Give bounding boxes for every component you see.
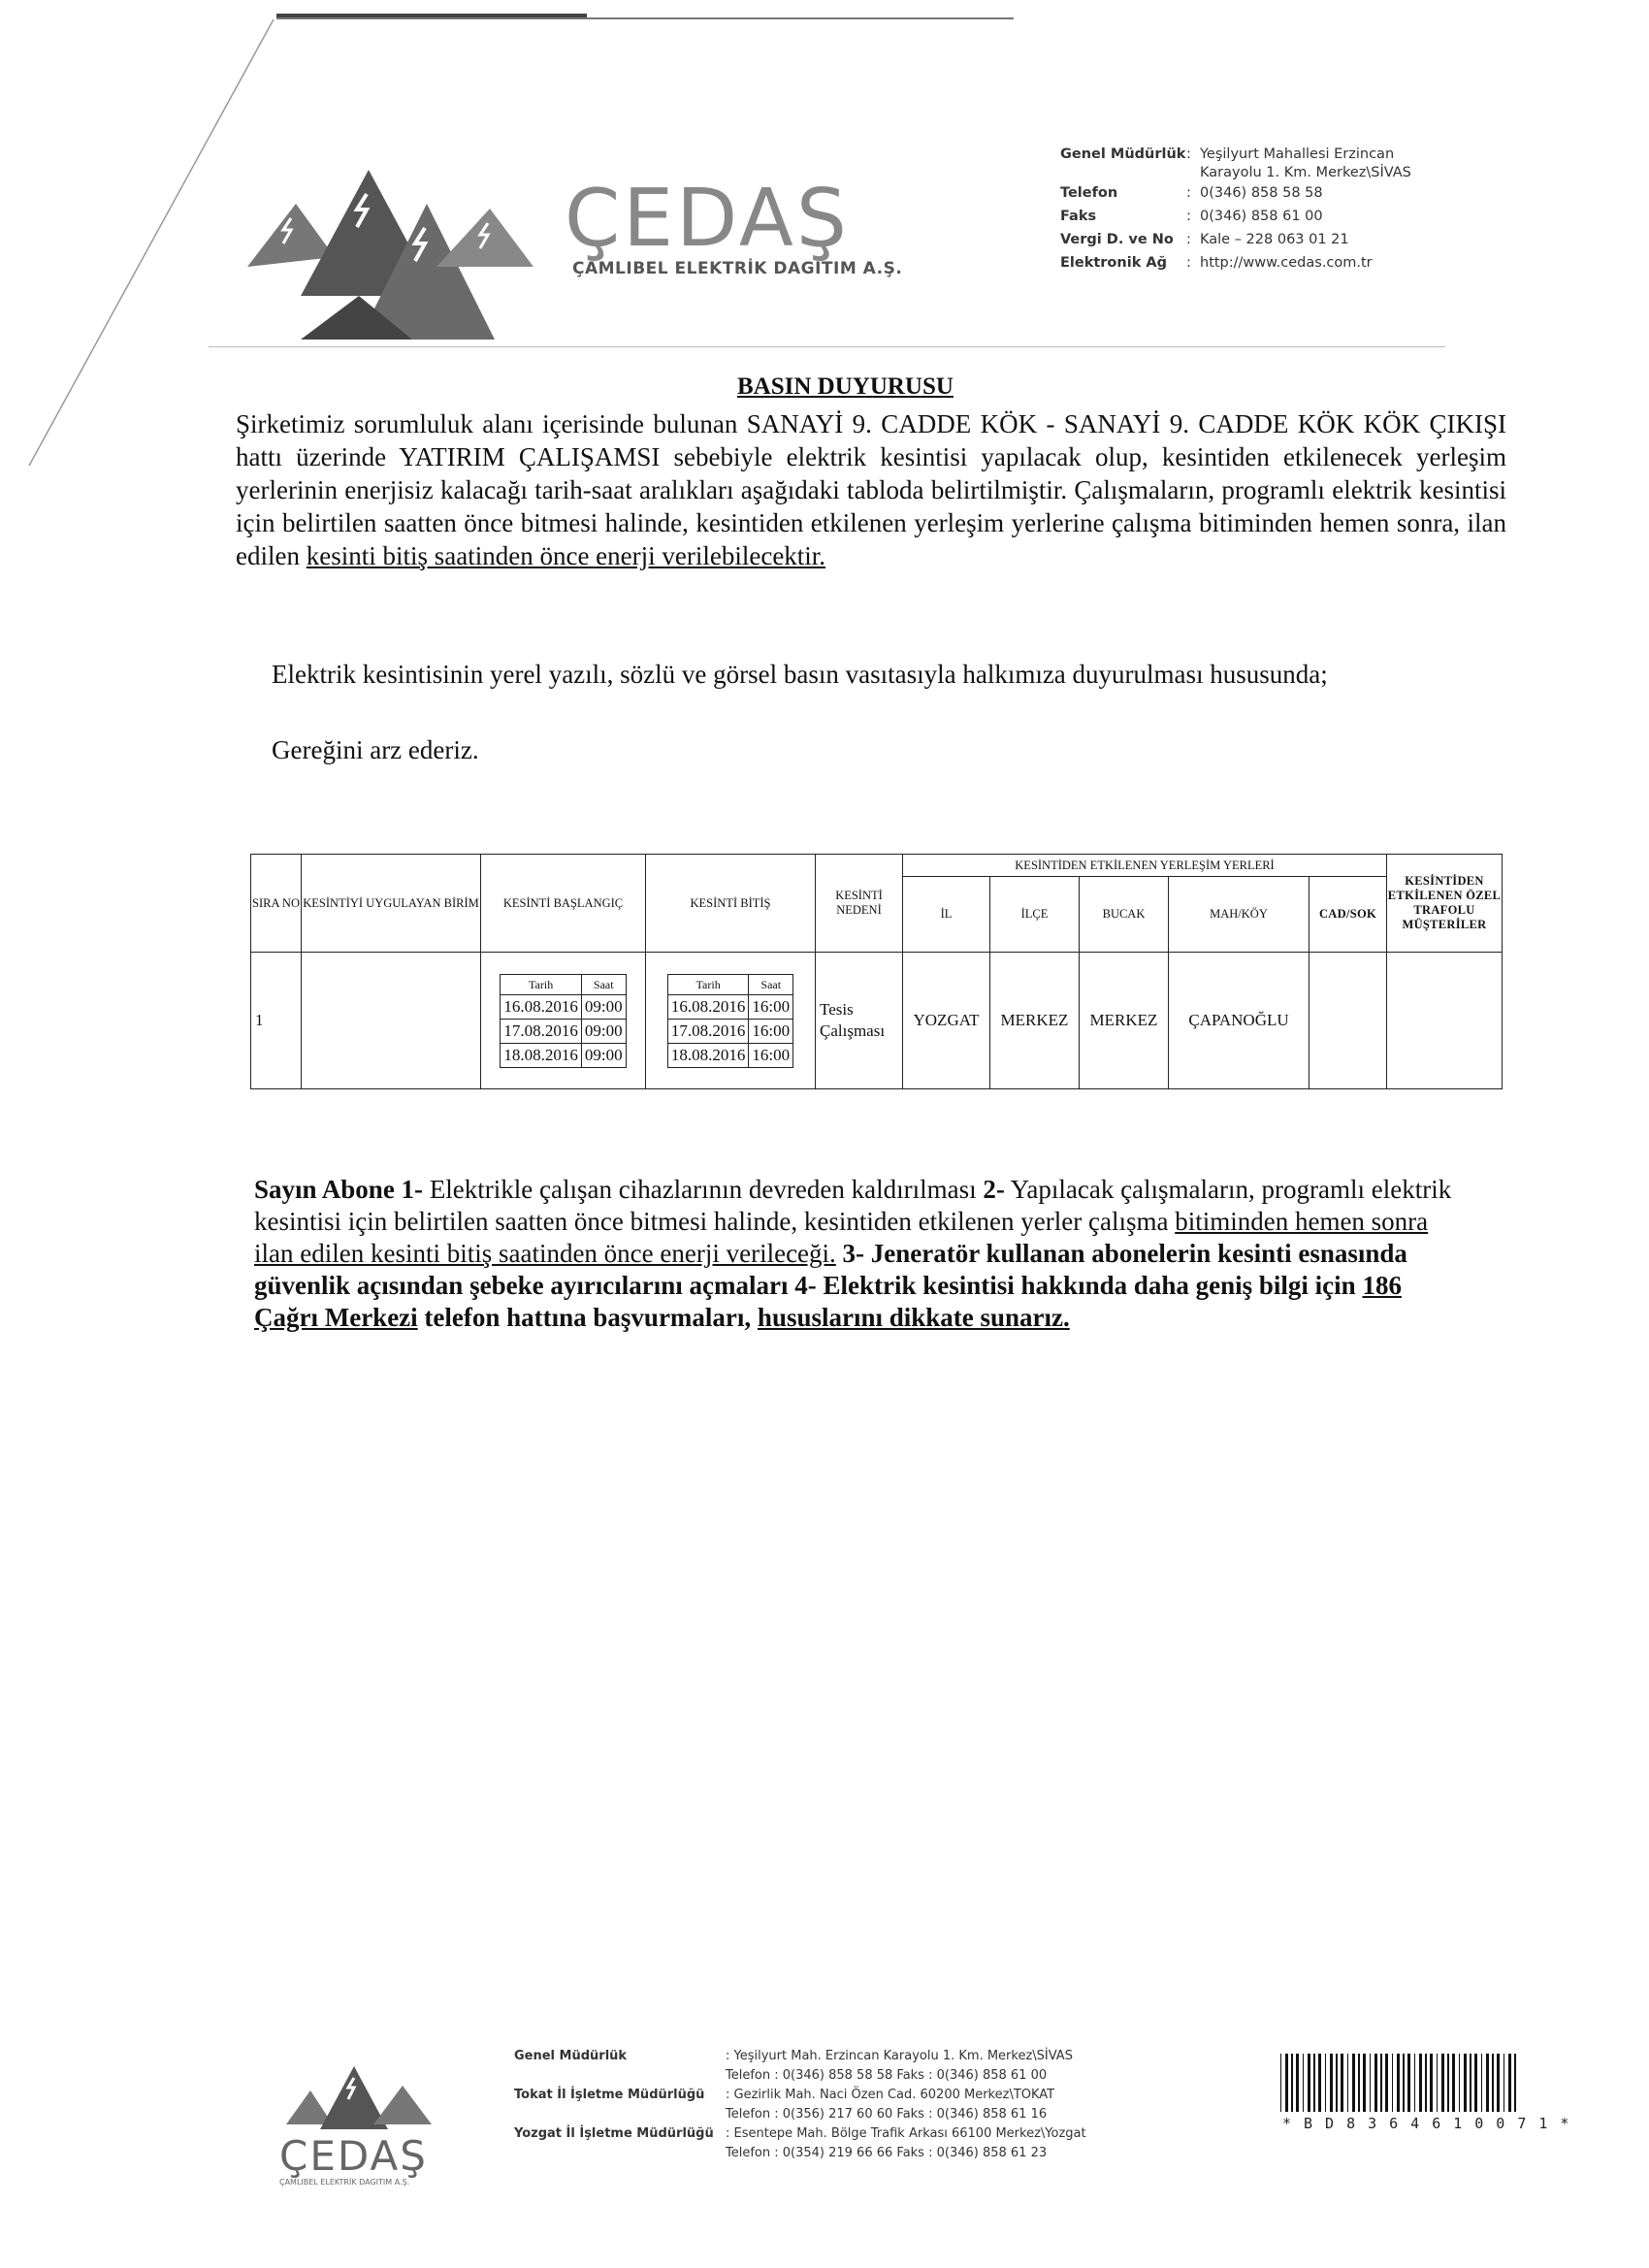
contact-label: Genel Müdürlük [1060,146,1186,162]
contact-label: Elektronik Ağ [1060,255,1167,271]
end-date: 16.08.2016 [667,994,749,1019]
spacer [514,2144,726,2163]
notice-text: Yapılacak çalışmaların, programlı elektrik kesintisi için belirtilen saatten önce bitmesi halinde, kesintiden etkilenen yerler çalışma [254,1175,1452,1236]
contact-value: Kale – 228 063 01 21 [1200,232,1349,247]
brand-subtitle: ÇAMLIBEL ELEKTRİK DAGITIM A.Ş. [572,259,903,278]
cell-ozel [1387,953,1503,1089]
contact-value: 0(346) 858 58 58 [1200,185,1323,201]
cell-neden [816,953,903,1089]
office-address: : Gezirlik Mah. Naci Özen Cad. 60200 Merkez\TOKAT [726,2088,1055,2102]
contact-value: Yeşilyurt Mahallesi Erzincan [1200,146,1395,162]
footer-brand-subtitle: ÇAMLIBEL ELEKTRİK DAGITIM A.Ş. [279,2178,410,2187]
barcode-bar [1437,2054,1438,2112]
header-divider [209,346,1445,347]
barcode-bar [1441,2054,1444,2112]
mountain-logo-icon [242,160,563,344]
cell-sira: 1 [251,953,302,1089]
contact-label: Telefon [1060,185,1118,201]
end-time: 16:00 [749,994,793,1019]
paragraph-underlined-text: kesinti bitiş saatinden önce enerji verilebilecektir. [306,541,826,570]
barcode-bar [1308,2054,1310,2112]
start-time: 09:00 [581,1019,626,1043]
footer-office-phone [514,2105,1086,2124]
footer-brand: ÇEDAŞ [279,2132,428,2180]
separator: : [1186,209,1191,224]
barcode-bar [1497,2054,1500,2112]
header-birim: KESİNTİYİ UYGULAYAN BİRİM [302,855,481,953]
notice-underlined: bitiminden hemen sonra ilan edilen kesinti bitiş saatinden önce enerji verileceği. [254,1207,1429,1268]
footer-office-phone [514,2066,1086,2086]
header-mahkoy: MAH/KÖY [1169,877,1310,953]
office-phone: Telefon : 0(354) 219 66 66 Faks : 0(346) 858 61 23 [726,2146,1048,2160]
barcode-bar [1403,2054,1405,2112]
header-ilce: İLÇE [990,877,1080,953]
office-address: : Esentepe Mah. Bölge Trafik Arkası 66100 Merkez\Yozgat [726,2126,1086,2141]
announcement-body [236,407,1506,572]
cell-ilce: MERKEZ [990,953,1080,1089]
barcode-bar [1325,2054,1326,2112]
paragraph-text: Şirketimiz sorumluluk alanı içerisinde bulunan SANAYİ 9. CADDE KÖK - SANAYİ 9. CADDE KÖK KÖK ÇIKIŞI hattı üzerinde YATIRIM ÇALIŞAMSI sebebiyle elektrik kesintisi yapılacak olup, kesintiden etkilenecek yerleşim yerlerinin enerjisiz kalacağı tarih-saat aralıkları aşağıdaki tabloda belirtilmiştir. Çalışmaların, programlı elektrik kesintisi için belirtilen saatten önce bitmesi halinde, kesintiden etkilenen yerleşim yerlerine çalışma bitiminden hemen sonra, ilan edilen [236,409,1506,570]
notice-text: Elektrikle çalışan cihazlarının devreden kaldırılması [423,1175,984,1204]
header-group-etkilenen: KESİNTİDEN ETKİLENEN YERLEŞİM YERLERİ [903,855,1387,877]
company-logo [242,160,903,344]
cell-baslangic [481,953,646,1089]
footer-contacts [514,2047,1086,2163]
header-ozel-trafolu: KESİNTİDEN ETKİLENEN ÖZEL TRAFOLU MÜŞTERİLER [1387,855,1503,953]
barcode-text: *BD8364610071* [1282,2115,1582,2132]
end-date: 17.08.2016 [667,1019,749,1043]
cell-mahkoy: ÇAPANOĞLU [1169,953,1310,1089]
table-header-row [251,855,1503,877]
closing-paragraph: Gereğini arz ederiz. [272,735,479,764]
cell-il: YOZGAT [903,953,990,1089]
subscriber-notice [254,1174,1467,1334]
header-il: İL [903,877,990,953]
office-address: : Yeşilyurt Mah. Erzincan Karayolu 1. Km. Merkez\SİVAS [726,2049,1073,2063]
cell-bucak: MERKEZ [1080,953,1169,1089]
baslangic-subtable [500,974,626,1068]
notice-closing: hususlarını dikkate sunarız. [757,1303,1070,1332]
separator: : [1186,232,1191,247]
end-date: 18.08.2016 [667,1043,749,1067]
office-label: Tokat İl İşletme Müdürlüğü [514,2088,705,2102]
spacer [514,2066,726,2086]
subheader-tarih: Tarih [667,974,749,994]
office-label: Yozgat İl İşletme Müdürlüğü [514,2126,714,2141]
barcode-bar [1474,2054,1477,2112]
separator: : [1186,185,1191,201]
call-center-link: 186 Çağrı Merkezi [254,1271,1402,1332]
announcement-paragraph [236,407,1506,572]
scan-line [276,17,1014,19]
notice-bold: telefon hattına başvurmaları, [417,1303,758,1332]
barcode-bar [1336,2054,1338,2112]
contact-value: 0(346) 858 61 00 [1200,209,1323,224]
barcode-bar [1414,2054,1415,2112]
document-title: BASIN DUYURUSU [737,373,954,400]
barcode-bar [1508,2054,1511,2112]
contact-row [1060,146,1411,164]
office-phone: Telefon : 0(356) 217 60 60 Faks : 0(346) 858 61 16 [726,2107,1048,2122]
barcode-bar [1385,2054,1388,2112]
footer-office [514,2047,1086,2066]
barcode-bar [1352,2054,1355,2112]
notice-bold: 2- [983,1175,1005,1204]
barcode-bar [1486,2054,1489,2112]
barcode-bar [1514,2054,1516,2112]
barcode-bar [1430,2054,1433,2112]
media-request-paragraph: Elektrik kesintisinin yerel yazılı, sözlü ve görsel basın vasıtasıyla halkımıza duyurulması hususunda; [272,660,1328,689]
barcode-bar [1374,2054,1377,2112]
barcode-bar [1407,2054,1410,2112]
subheader-saat: Saat [581,974,626,994]
subheader-tarih: Tarih [501,974,582,994]
start-time: 09:00 [581,994,626,1019]
office-address-text: Gezirlik Mah. Naci Özen Cad. 60200 Merkez\TOKAT [733,2088,1055,2102]
end-time: 16:00 [749,1019,793,1043]
table-row [251,953,1503,1089]
start-date: 17.08.2016 [501,1019,582,1043]
barcode-bar [1464,2054,1467,2112]
neden-line: Tesis [820,1000,854,1019]
neden-line: Çalışması [820,1021,886,1040]
start-date: 16.08.2016 [501,994,582,1019]
footer-office [514,2086,1086,2105]
subheader-saat: Saat [749,974,793,994]
barcode-bar [1280,2054,1281,2112]
header-bitis: KESİNTİ BİTİŞ [646,855,816,953]
contact-row [1060,184,1411,203]
barcode-bar [1318,2054,1321,2112]
contact-row [1060,254,1411,273]
barcode-icon [1278,2054,1519,2112]
barcode-bar [1296,2054,1299,2112]
separator: : [1186,255,1191,271]
spacer [514,2105,726,2124]
contact-value-cont: Karayolu 1. Km. Merkez\SİVAS [1200,165,1411,180]
barcode-bar [1347,2054,1348,2112]
footer-office [514,2124,1086,2144]
header-contact-block [1060,146,1411,277]
barcode-bar [1380,2054,1382,2112]
website-link[interactable]: http://www.cedas.com.tr [1200,255,1373,271]
start-date: 18.08.2016 [501,1043,582,1067]
cell-birim [302,953,481,1089]
separator: : [1186,146,1191,162]
office-label: Genel Müdürlük [514,2049,628,2063]
barcode-bar [1452,2054,1455,2112]
office-phone: Telefon : 0(346) 858 58 58 Faks : 0(346) 858 61 00 [726,2068,1048,2083]
barcode-bar [1447,2054,1449,2112]
barcode-bar [1358,2054,1360,2112]
contact-label: Vergi D. ve No [1060,232,1174,247]
bitis-subtable [667,974,793,1068]
outage-table [250,854,1503,1089]
barcode-bar [1330,2054,1333,2112]
barcode-bar [1392,2054,1393,2112]
barcode-bar [1313,2054,1315,2112]
barcode-bar [1470,2054,1471,2112]
barcode-bar [1419,2054,1422,2112]
notice-bold: Sayın Abone 1- [254,1175,424,1204]
barcode-bar [1481,2054,1482,2112]
header-cadsok: CAD/SOK [1310,877,1387,953]
header-neden: KESİNTİ NEDENİ [816,855,903,953]
office-address-text: Yeşilyurt Mah. Erzincan Karayolu 1. Km. Merkez\SİVAS [733,2049,1073,2063]
barcode-bar [1303,2054,1304,2112]
cell-bitis [646,953,816,1089]
barcode-bar [1291,2054,1293,2112]
contact-row [1060,231,1411,249]
barcode-bar [1492,2054,1494,2112]
office-address-text: Esentepe Mah. Bölge Trafik Arkası 66100 Merkez\Yozgat [733,2126,1086,2141]
header-sira-no: SIRA NO [251,855,302,953]
end-time: 16:00 [749,1043,793,1067]
contact-row [1060,208,1411,226]
barcode-bar [1397,2054,1400,2112]
barcode-bar [1459,2054,1460,2112]
brand-name: ÇEDAŞ [565,173,850,265]
barcode-bar [1425,2054,1427,2112]
contact-label: Faks [1060,209,1097,224]
start-time: 09:00 [581,1043,626,1067]
barcode-bar [1370,2054,1371,2112]
notice-bold: 3- Jeneratör kullanan abonelerin kesinti esnasında güvenlik açısından şebeke ayırıcılarını açmaları 4- Elektrik kesintisi hakkında daha geniş bilgi için [254,1239,1407,1300]
footer-office-phone [514,2144,1086,2163]
header-baslangic: KESİNTİ BAŞLANGIÇ [481,855,646,953]
barcode-bar [1341,2054,1343,2112]
barcode-bar [1363,2054,1366,2112]
header-bucak: BUCAK [1080,877,1169,953]
cell-cadsok [1310,953,1387,1089]
barcode-bar [1285,2054,1288,2112]
